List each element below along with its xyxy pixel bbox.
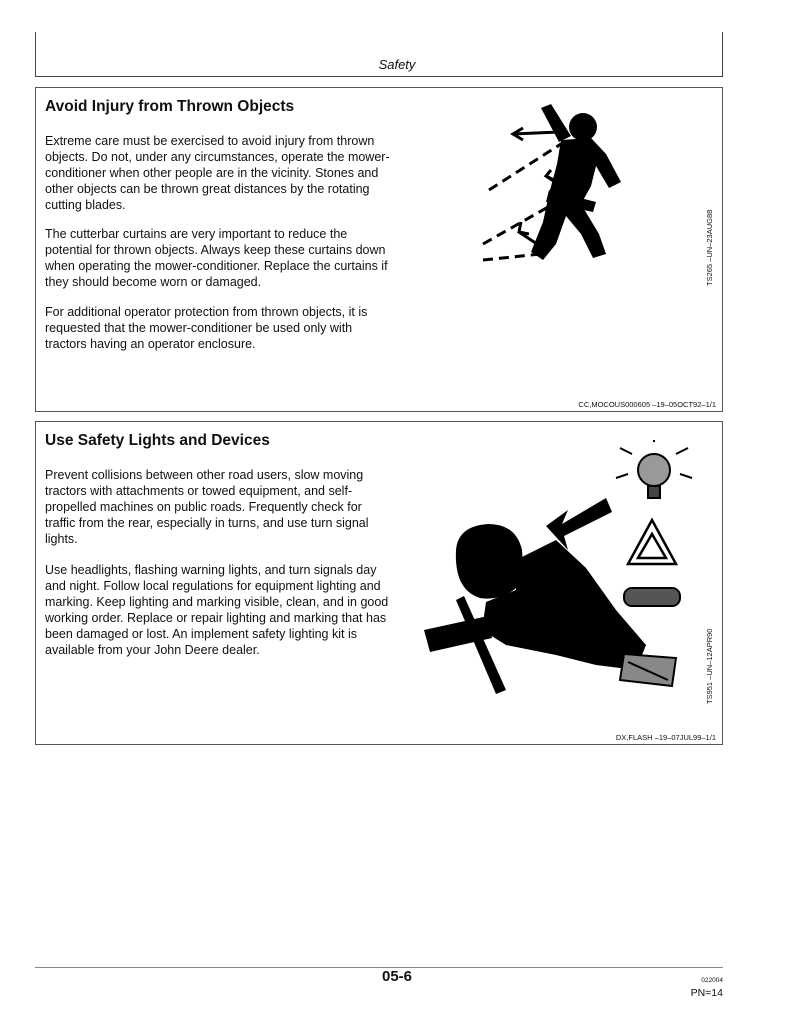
beacon-light-icon [616, 440, 692, 498]
paragraph: Use headlights, flashing warning lights, and turn signals day and night. Follow local regulations for equipment lighting and marking. Keep lighting and marking visible, clean, and in good working order. Replace or repair lighting and marking that has been damaged or lost. An implement safety lighting kit is available from your John Deere dealer. [45, 563, 389, 657]
person-silhouette-icon [531, 104, 621, 260]
thrown-objects-illustration [431, 94, 661, 284]
figure-code: TS951 –UN–12APR90 [705, 628, 714, 704]
reference-code: DX,FLASH –19–07JUL99–1/1 [615, 733, 716, 742]
reflector-strip-icon [624, 588, 680, 606]
header-bottom-rule [35, 76, 723, 77]
section-title: Use Safety Lights and Devices [45, 432, 270, 449]
section-safety-lights [35, 421, 723, 745]
operator-silhouette-icon [424, 524, 646, 694]
section-thrown-objects [35, 87, 723, 412]
paragraph: Prevent collisions between other road users, slow moving tractors with attachments or towed equipment, and self-propelled machines on public roads. Frequently check for traffic from the rear, especially in turns, and use turn signal lights. [45, 468, 369, 546]
paragraph: Extreme care must be exercised to avoid injury from thrown objects. Do not, under any circumstances, operate the mower-conditioner when other people are in the vicinity. Stones and other objects can be thrown great distances by the rotating cutting blades. [45, 134, 390, 212]
page-header-title: Safety [378, 57, 416, 72]
section-title: Avoid Injury from Thrown Objects [45, 98, 295, 115]
footer-pn: PN=14 [690, 987, 723, 999]
paragraph: For additional operator protection from thrown objects, it is requested that the mower-conditioner be used only with tractors having an operator enclosure. [45, 305, 368, 351]
figure-code: TS265 –UN–23AUG88 [705, 209, 714, 286]
slow-moving-vehicle-emblem-icon [628, 520, 676, 564]
footer-date-code: 022004 [701, 977, 723, 984]
page-number: 05-6 [381, 968, 413, 985]
paragraph: The cutterbar curtains are very important to reduce the potential for thrown objects. Always keep these curtains down when operating the mower-conditioner. Replace the curtains if they should become worn or damaged. [45, 227, 388, 289]
reference-code: CC,MOCOUS000605 –19–05OCT92–1/1 [578, 400, 716, 409]
tail-lamp-icon [620, 654, 676, 686]
safety-lights-illustration [396, 440, 711, 720]
